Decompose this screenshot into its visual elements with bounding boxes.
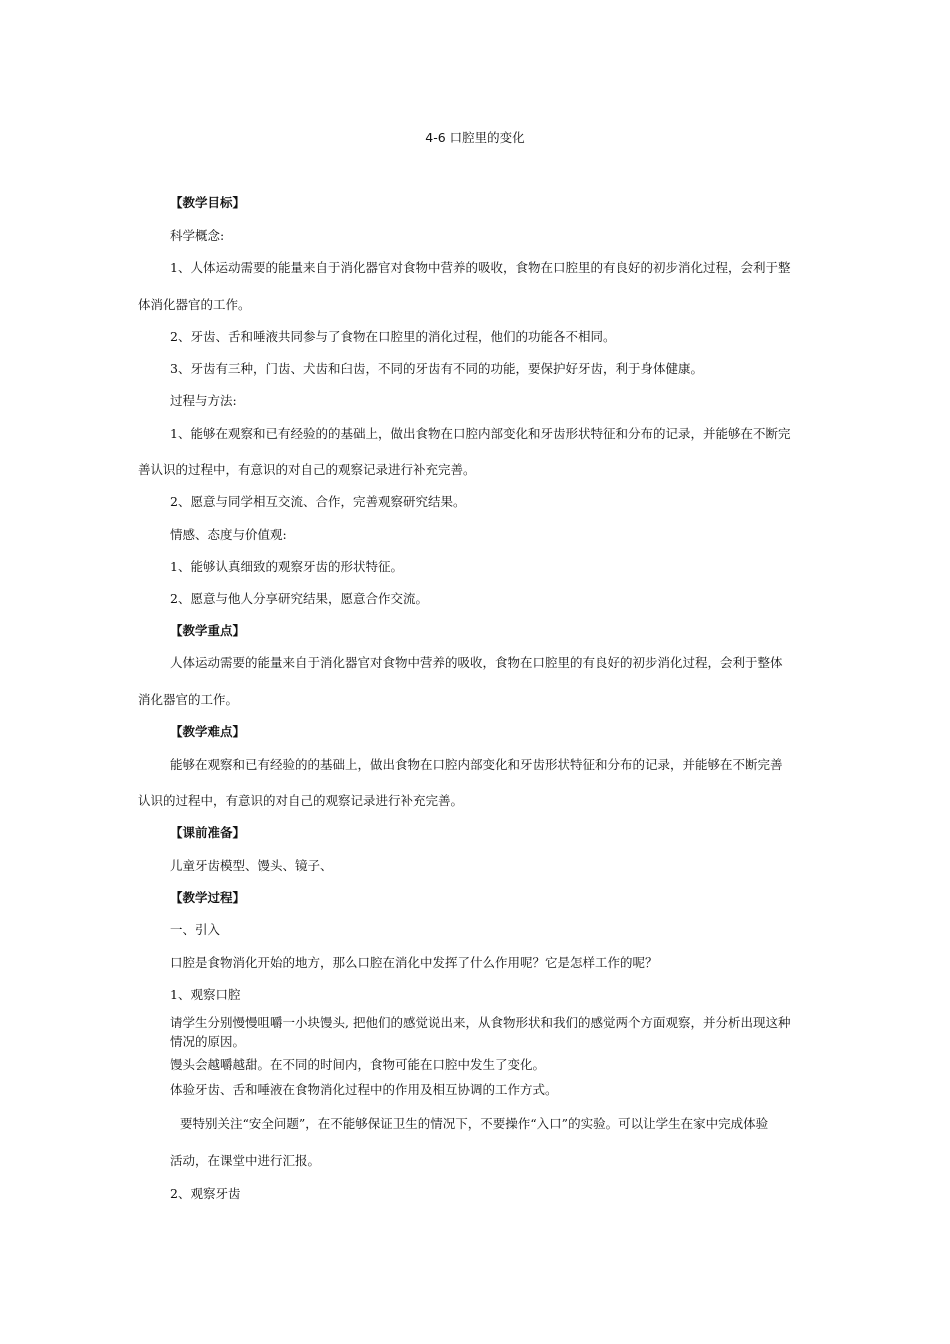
paragraph-line: 馒头会越嚼越甜。在不同的时间内，食物可能在口腔中发生了变化。 <box>170 1057 546 1072</box>
heading-teaching-difficulty: 【教学难点】 <box>170 724 246 739</box>
heading-preparation: 【课前准备】 <box>170 825 246 840</box>
paragraph-line: 体验牙齿、舌和唾液在食物消化过程中的作用及相互协调的工作方式。 <box>170 1082 558 1097</box>
paragraph-line: 要特别关注“安全问题”，在不能够保证卫生的情况下，不要操作“入口”的实验。可以让学生在家中完成体验 <box>180 1116 769 1131</box>
paragraph-line: 2、愿意与他人分享研究结果，愿意合作交流。 <box>170 591 428 606</box>
paragraph-line: 善认识的过程中，有意识的对自己的观察记录进行补充完善。 <box>138 462 476 477</box>
paragraph-line: 1、人体运动需要的能量来自于消化器官对食物中营养的吸收，食物在口腔里的有良好的初步消化过程，会利于整 <box>170 260 791 275</box>
paragraph-line: 1、能够认真细致的观察牙齿的形状特征。 <box>170 559 403 574</box>
paragraph-line: 体消化器官的工作。 <box>138 297 251 312</box>
paragraph-line: 2、愿意与同学相互交流、合作，完善观察研究结果。 <box>170 494 466 509</box>
subheading-science-concepts: 科学概念: <box>170 228 225 243</box>
paragraph-line: 2、牙齿、舌和唾液共同参与了食物在口腔里的消化过程，他们的功能各不相同。 <box>170 329 616 344</box>
paragraph-line: 能够在观察和已有经验的的基础上，做出食物在口腔内部变化和牙齿形状特征和分布的记录，并能够在不断完善 <box>170 757 783 772</box>
paragraph-line: 消化器官的工作。 <box>138 692 239 707</box>
section-observe-teeth: 2、观察牙齿 <box>170 1186 241 1201</box>
heading-teaching-goals: 【教学目标】 <box>170 195 246 210</box>
paragraph-line: 情况的原因。 <box>170 1034 246 1049</box>
document-title: 4-6 口腔里的变化 <box>425 130 525 145</box>
subheading-attitudes-values: 情感、态度与价值观: <box>170 527 287 542</box>
heading-teaching-focus: 【教学重点】 <box>170 623 246 638</box>
paragraph-line: 请学生分别慢慢咀嚼一小块馒头, 把他们的感觉说出来，从食物形状和我们的感觉两个方面观察，并分析出现这种 <box>170 1015 791 1030</box>
heading-teaching-process: 【教学过程】 <box>170 890 246 905</box>
paragraph-line: 1、能够在观察和已有经验的的基础上，做出食物在口腔内部变化和牙齿形状特征和分布的记录，并能够在不断完 <box>170 426 791 441</box>
paragraph-line: 口腔是食物消化开始的地方，那么口腔在消化中发挥了什么作用呢？它是怎样工作的呢？ <box>170 955 658 970</box>
paragraph-line: 3、牙齿有三种，门齿、犬齿和臼齿，不同的牙齿有不同的功能，要保护好牙齿，利于身体健康。 <box>170 361 703 376</box>
section-observe-mouth: 1、观察口腔 <box>170 987 241 1002</box>
subheading-process-methods: 过程与方法: <box>170 393 237 408</box>
paragraph-line: 活动，在课堂中进行汇报。 <box>170 1153 321 1168</box>
section-introduction: 一、引入 <box>170 922 221 937</box>
paragraph-line: 人体运动需要的能量来自于消化器官对食物中营养的吸收，食物在口腔里的有良好的初步消化过程，会利于整体 <box>170 655 783 670</box>
paragraph-line: 儿童牙齿模型、馒头、镜子、 <box>170 858 333 873</box>
paragraph-line: 认识的过程中，有意识的对自己的观察记录进行补充完善。 <box>138 793 464 808</box>
